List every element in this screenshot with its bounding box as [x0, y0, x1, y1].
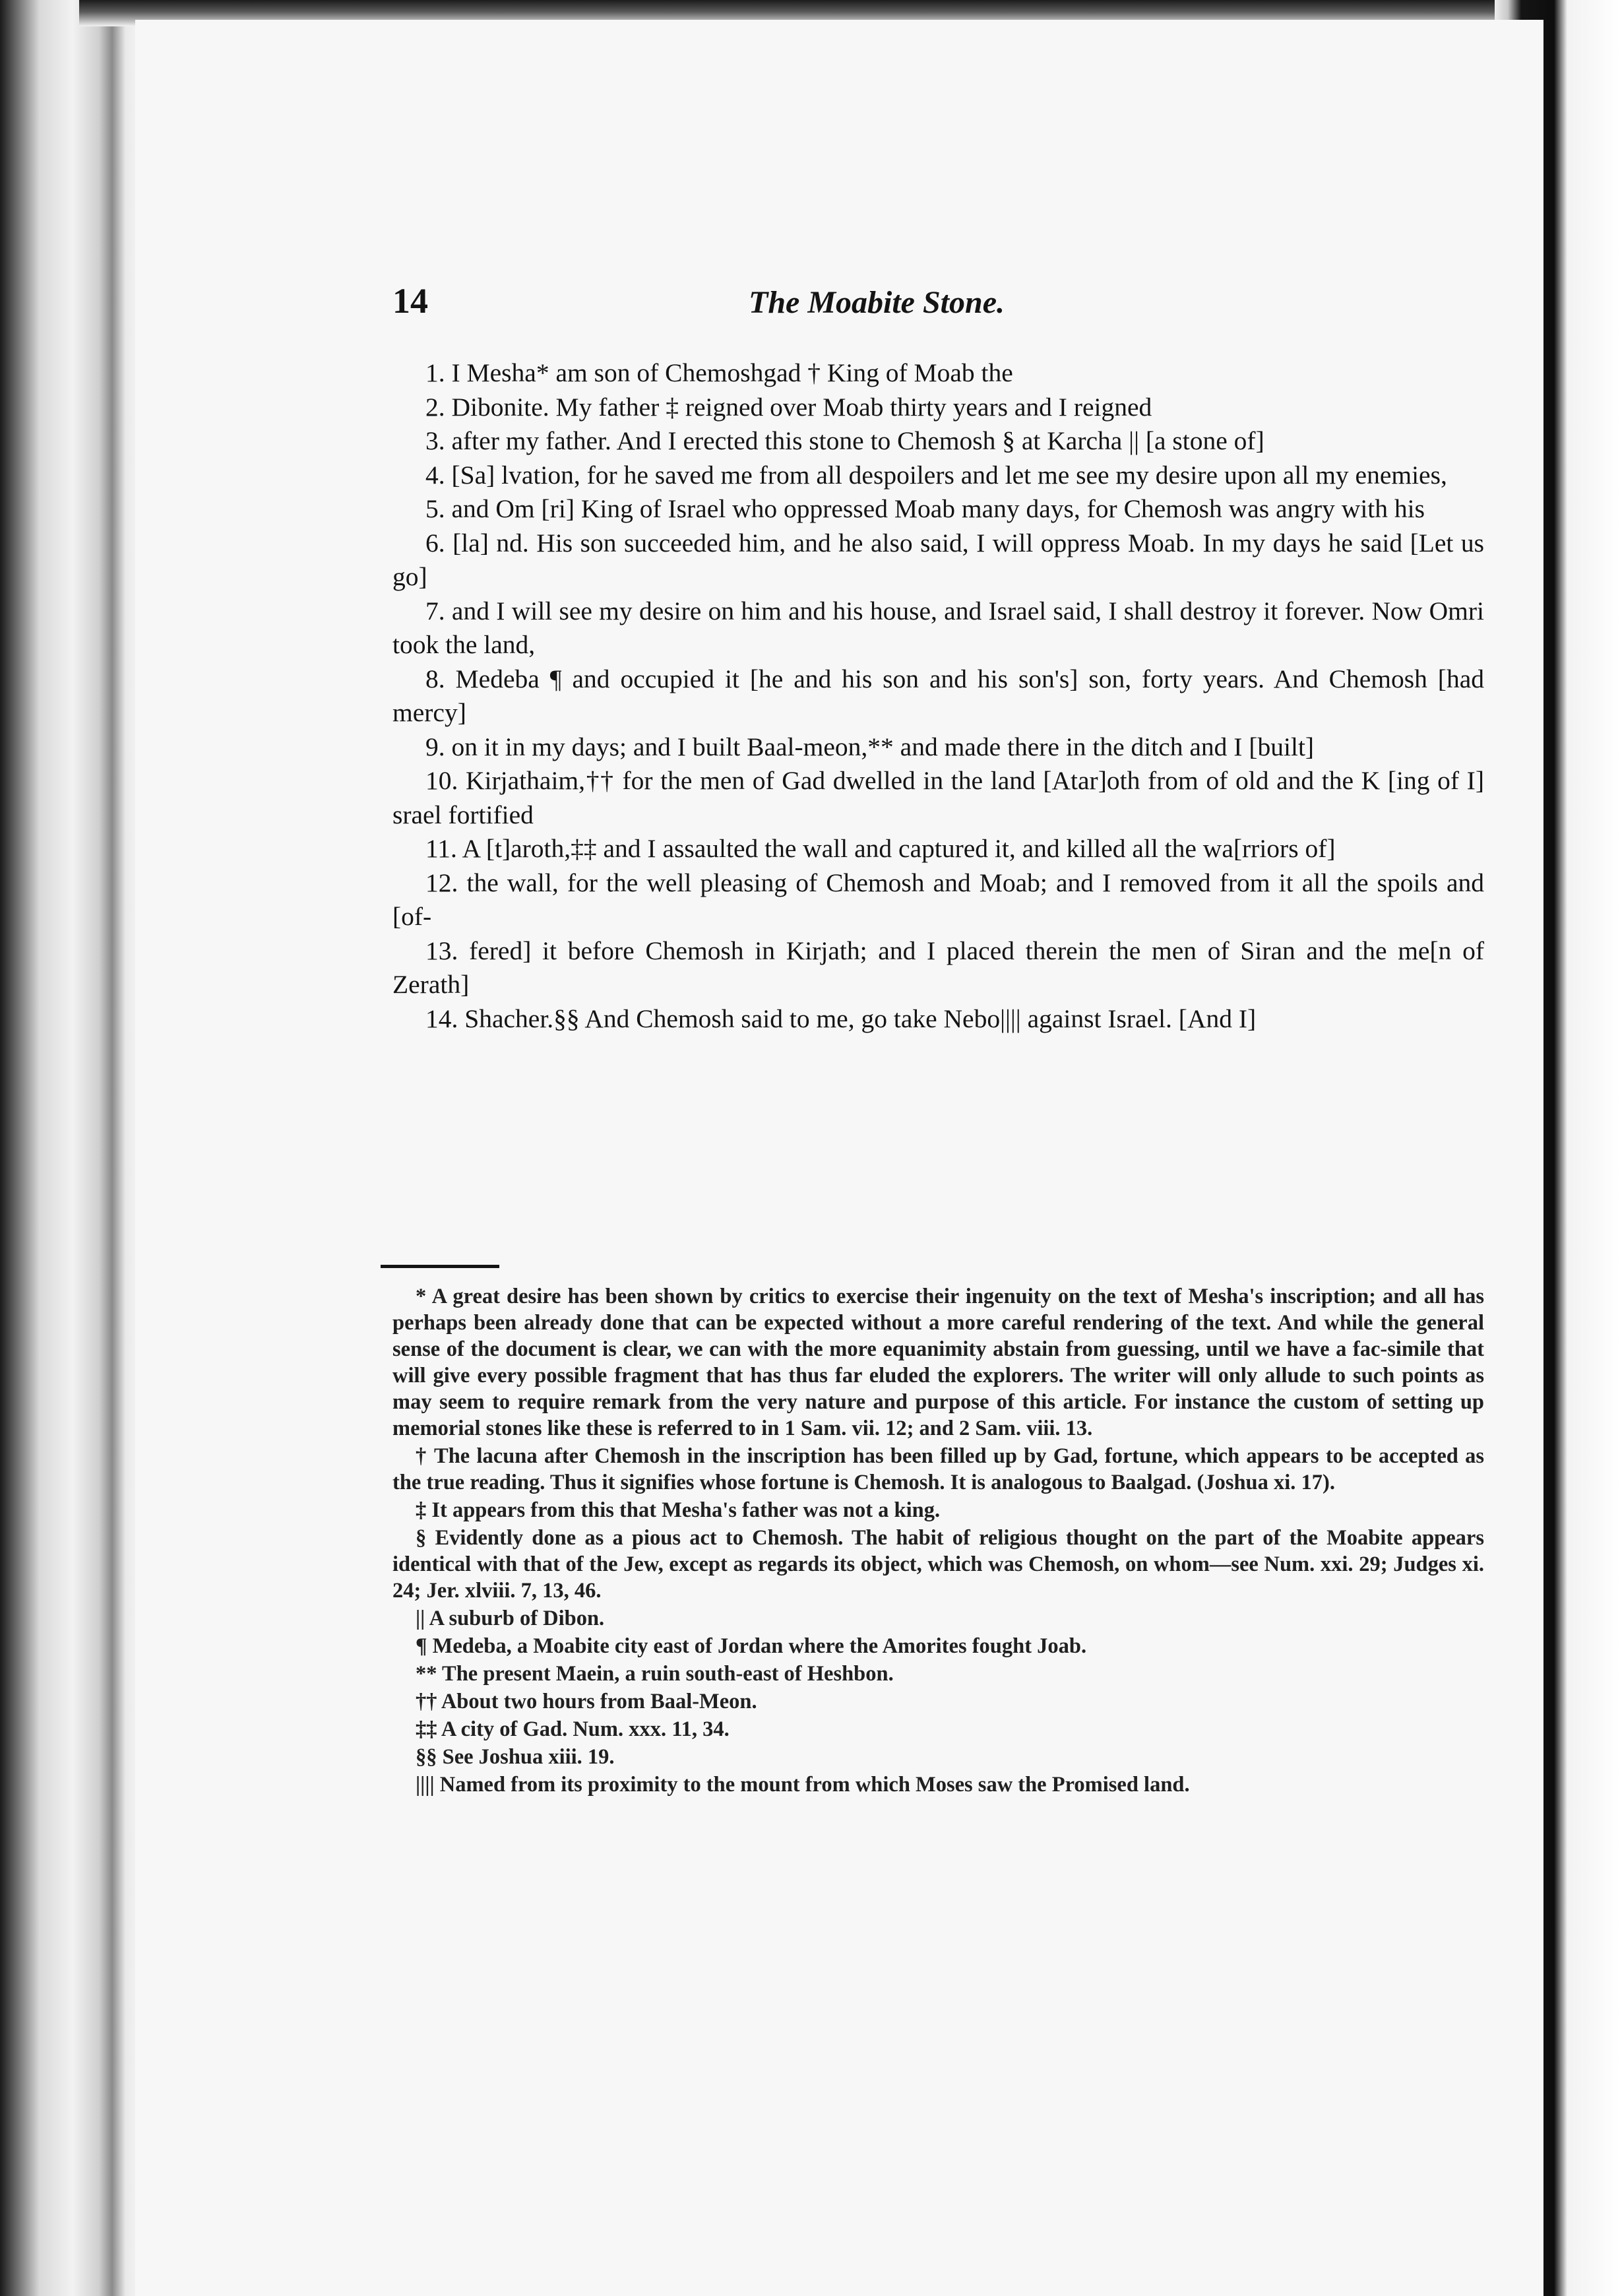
inscription-line: 7. and I will see my desire on him and his house, and Israel said, I shall destroy it forever. Now Omri took the land, [392, 596, 1484, 659]
footnote: ‡‡ A city of Gad. Num. xxx. 11, 34. [416, 1717, 730, 1741]
footnote: ¶ Medeba, a Moabite city east of Jordan where the Amorites fought Joab. [416, 1634, 1087, 1658]
book-left-edge [0, 0, 139, 2296]
footnote: †† About two hours from Baal-Meon. [416, 1690, 757, 1713]
running-title: The Moabite Stone. [749, 285, 1005, 320]
footnote: § Evidently done as a pious act to Chemosh. The habit of religious thought on the part of the Moabite appears identical with that of the Jew, except as regards its object, which was Chemosh, on whom—see Num. xxi. 29; Judges xi. 24; Jer. xlviii. 7, 13, 46. [392, 1526, 1484, 1603]
inscription-line: 4. [Sa] lvation, for he saved me from all despoilers and let me see my desire upon all my enemies, [425, 460, 1447, 490]
book-page [135, 20, 1543, 2296]
running-head [135, 280, 1543, 327]
inscription-line: 5. and Om [ri] King of Israel who oppressed Moab many days, for Chemosh was angry with his [425, 494, 1425, 523]
inscription-text [392, 356, 1484, 1036]
footnote: † The lacuna after Chemosh in the inscription has been filled up by Gad, fortune, which appears to be accepted as the true reading. Thus it signifies whose fortune is Chemosh. It is analogous to Baalgad. (Joshua xi. 17). [392, 1444, 1484, 1494]
inscription-line: 11. A [t]aroth,‡‡ and I assaulted the wall and captured it, and killed all the wa[rriors of] [425, 834, 1336, 863]
inscription-line: 10. Kirjathaim,†† for the men of Gad dwelled in the land [Atar]oth from of old and the K [ing of I] srael fortified [392, 766, 1484, 829]
inscription-line: 14. Shacher.§§ And Chemosh said to me, go take Nebo|||| against Israel. [And I] [425, 1004, 1257, 1033]
footnote: ** The present Maein, a ruin south-east of Heshbon. [416, 1662, 894, 1686]
inscription-line: 6. [la] nd. His son succeeded him, and he also said, I will oppress Moab. In my days he said [Let us go] [392, 528, 1484, 591]
footnotes [392, 1283, 1484, 1798]
footnote: ‡ It appears from this that Mesha's father was not a king. [416, 1498, 941, 1522]
inscription-line: 12. the wall, for the well pleasing of Chemosh and Moab; and I removed from it all the spoils and [of- [392, 868, 1484, 931]
inscription-line: 1. I Mesha* am son of Chemoshgad † King of Moab the [425, 358, 1013, 387]
inscription-line: 13. fered] it before Chemosh in Kirjath; and I placed therein the men of Siran and the me[n of Zerath] [392, 936, 1484, 999]
page-number: 14 [392, 281, 428, 321]
footnote-rule [381, 1265, 499, 1268]
footnote: §§ See Joshua xiii. 19. [416, 1745, 615, 1769]
inscription-line: 9. on it in my days; and I built Baal-meon,** and made there in the ditch and I [built] [425, 732, 1315, 761]
inscription-line: 2. Dibonite. My father ‡ reigned over Moab thirty years and I reigned [425, 392, 1152, 422]
footnote: || A suburb of Dibon. [416, 1607, 605, 1630]
footnote: * A great desire has been shown by critics to exercise their ingenuity on the text of Mesha's inscription; and all has perhaps been already done that can be expected without a more careful rendering of the text. And while the general sense of the document is clear, we can with the more equanimity abstain from guessing, until we have a fac-simile that will give every possible fragment that has thus far eluded the explorers. The writer will only allude to such points as may seem to require remark from the very nature and purpose of this article. For instance the custom of setting up memorial stones like these is referred to in 1 Sam. vii. 12; and 2 Sam. viii. 13. [392, 1285, 1484, 1440]
inscription-line: 8. Medeba ¶ and occupied it [he and his son and his son's] son, forty years. And Chemosh [had mercy] [392, 664, 1484, 727]
footnote: |||| Named from its proximity to the mount from which Moses saw the Promised land. [416, 1773, 1190, 1797]
inscription-line: 3. after my father. And I erected this stone to Chemosh § at Karcha || [a stone of] [425, 426, 1264, 455]
